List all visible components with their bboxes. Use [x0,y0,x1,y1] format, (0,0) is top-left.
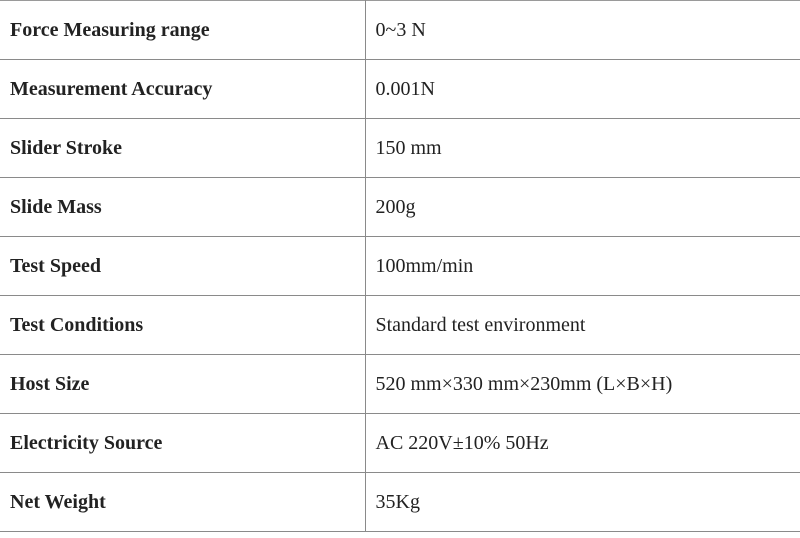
table-row [0,296,800,355]
spec-label-test-conditions: Test Conditions [0,296,365,355]
spec-value-host-size: 520 mm×330 mm×230mm (L×B×H) [365,355,800,414]
spec-value-test-conditions: Standard test environment [365,296,800,355]
spec-label-slider-stroke: Slider Stroke [0,119,365,178]
table-row [0,178,800,237]
spec-value-net-weight: 35Kg [365,473,800,532]
spec-value-slide-mass: 200g [365,178,800,237]
table-row [0,237,800,296]
table-row [0,414,800,473]
table-row [0,1,800,60]
table-row [0,355,800,414]
spec-label-slide-mass: Slide Mass [0,178,365,237]
spec-value-electricity-source: AC 220V±10% 50Hz [365,414,800,473]
table-row [0,473,800,532]
spec-value-accuracy: 0.001N [365,60,800,119]
table-row [0,119,800,178]
spec-label-force-range: Force Measuring range [0,1,365,60]
spec-label-net-weight: Net Weight [0,473,365,532]
specification-table-body [0,1,800,532]
spec-value-slider-stroke: 150 mm [365,119,800,178]
spec-label-accuracy: Measurement Accuracy [0,60,365,119]
spec-label-test-speed: Test Speed [0,237,365,296]
spec-value-test-speed: 100mm/min [365,237,800,296]
spec-value-force-range: 0~3 N [365,1,800,60]
table-row [0,60,800,119]
spec-label-host-size: Host Size [0,355,365,414]
spec-label-electricity-source: Electricity Source [0,414,365,473]
